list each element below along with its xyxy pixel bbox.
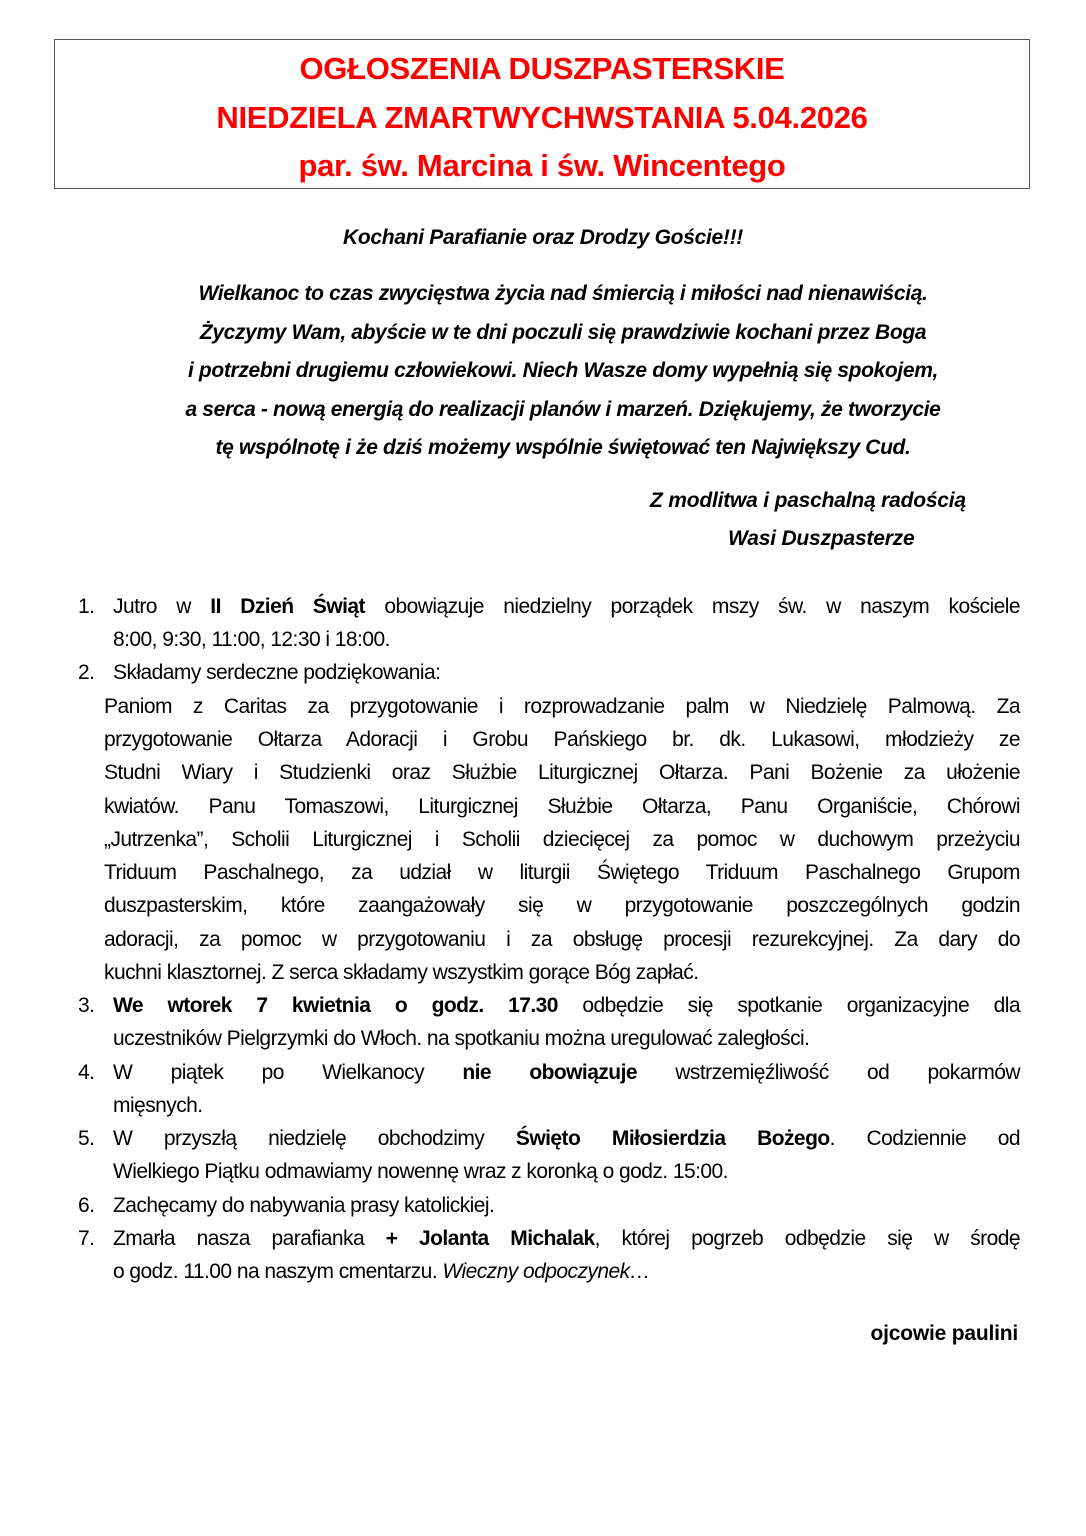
signature-line-2: Wasi Duszpasterze — [728, 527, 915, 550]
announcement-item-2: 2. Składamy serdeczne podziękowania: — [78, 656, 1020, 689]
wish-line: Życzymy Wam, abyście w te dni poczuli się prawdziwie kochani przez Boga — [199, 320, 927, 344]
header-box — [54, 39, 1030, 189]
thanks-line: przygotowanie Ołtarza Adoracji i Grobu Pańskiego br. dk. Lukasowi, młodzieży ze — [104, 727, 1020, 751]
bold-phrase: + Jolanta Michalak — [385, 1226, 595, 1250]
bold-phrase: II Dzień Świąt — [210, 595, 365, 618]
title-line-2: NIEDZIELA ZMARTWYCHWSTANIA 5.04.2026 — [216, 100, 868, 135]
announcements-list — [78, 590, 1020, 1288]
thanks-line: kuchni klasztornej. Z serca składamy wszystkim gorące Bóg zapłać. — [104, 960, 699, 984]
announcement-item-3: 3. We wtorek 7 kwietnia o godz. 17.30 odbędzie się spotkanie organizacyjne dla uczestników Pielgrzymki do Włoch. na spotkaniu można uregulować zaległości. — [78, 989, 1020, 1055]
item-number: 6. — [78, 1193, 95, 1217]
item-number: 1. — [78, 595, 95, 618]
footer-signature: ojcowie paulini — [870, 1322, 1018, 1345]
announcement-item-6: 6. Zachęcamy do nabywania prasy katolickiej. — [78, 1189, 1020, 1222]
bold-phrase: nie obowiązuje — [462, 1060, 637, 1084]
thanks-line: Studni Wiary i Studzienki oraz Służbie Liturgicznej Ołtarza. Pani Bożenie za ułożenie — [104, 761, 1020, 785]
greeting: Kochani Parafianie oraz Drodzy Goście!!! — [343, 226, 743, 249]
wish-line: tę wspólnotę i że dziś możemy wspólnie świętować ten Największy Cud. — [215, 436, 911, 459]
thanks-line: adoracji, za pomoc w przygotowaniu i za obsługę procesji rezurekcyjnej. Za dary do — [104, 927, 1020, 951]
bold-phrase: Święto Miłosierdzia Bożego — [515, 1127, 830, 1151]
thanks-line: Paniom z Caritas za przygotowanie i rozprowadzanie palm w Niedzielę Palmową. Za — [104, 694, 1020, 718]
item-number: 4. — [78, 1060, 95, 1084]
item-number: 5. — [78, 1127, 95, 1151]
thanks-line: duszpasterskim, które zaangażowały się w przygotowanie poszczególnych godzin — [104, 894, 1020, 918]
item-number: 3. — [78, 994, 95, 1018]
thanks-paragraph — [78, 690, 1020, 990]
thanks-line: kwiatów. Panu Tomaszowi, Liturgicznej Służbie Ołtarza, Panu Organiście, Chórowi — [104, 794, 1020, 818]
title-line-1: OGŁOSZENIA DUSZPASTERSKIE — [299, 51, 785, 86]
wish-line: i potrzebni drugiemu człowiekowi. Niech Wasze domy wypełnią się spokojem, — [187, 359, 939, 382]
announcement-item-7: 7. Zmarła nasza parafianka + Jolanta Michalak, której pogrzeb odbędzie się w środę o godz. 11.00 na naszym cmentarzu. Wieczny odpoczynek… — [78, 1222, 1020, 1288]
item-number: 7. — [78, 1226, 95, 1250]
easter-wishes — [90, 275, 1036, 468]
wish-line: Wielkanoc to czas zwycięstwa życia nad śmiercią i miłości nad nienawiścią. — [198, 282, 928, 305]
signature-line-1: Z modlitwa i paschalną radością — [650, 489, 966, 512]
bold-phrase: We wtorek 7 kwietnia o godz. 17.30 — [113, 994, 558, 1018]
announcement-item-5: 5. W przyszłą niedzielę obchodzimy Święto Miłosierdzia Bożego. Codziennie od Wielkiego Piątku odmawiamy nowennę wraz z koronką o godz. 15:00. — [78, 1122, 1020, 1188]
wish-line: a serca - nową energią do realizacji planów i marzeń. Dziękujemy, że tworzycie — [185, 397, 941, 421]
italic-phrase: Wieczny odpoczynek… — [442, 1259, 651, 1283]
thanks-line: Triduum Paschalnego, za udział w liturgii Świętego Triduum Paschalnego Grupom — [104, 861, 1020, 885]
thanks-line: „Jutrzenka”, Scholii Liturgicznej i Scholii dziecięcej za pomoc w duchowym przeżyciu — [104, 827, 1020, 851]
announcement-item-1: 1. Jutro w II Dzień Świąt obowiązuje niedzielny porządek mszy św. w naszym kościele 8:00, 9:30, 11:00, 12:30 i 18:00. — [78, 590, 1020, 656]
title-line-3: par. św. Marcina i św. Wincentego — [298, 148, 786, 183]
item-number: 2. — [78, 661, 95, 685]
announcement-item-4: 4. W piątek po Wielkanocy nie obowiązuje wstrzemięźliwość od pokarmów mięsnych. — [78, 1056, 1020, 1122]
